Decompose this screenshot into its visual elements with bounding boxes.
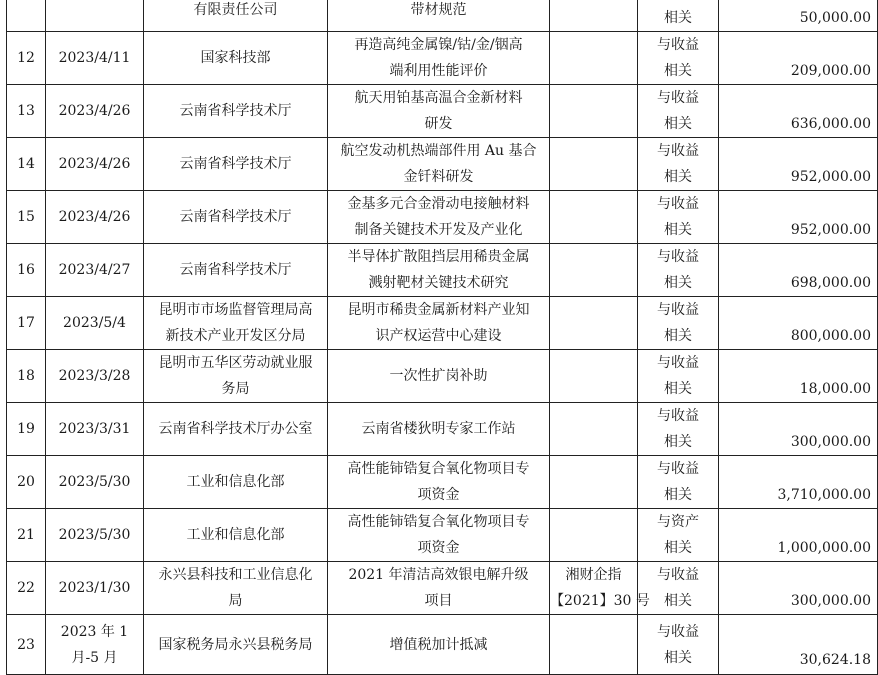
grantor-unit-line: 昆明市五华区劳动就业服 <box>158 355 313 371</box>
grantor-unit-line: 工业和信息化部 <box>186 527 285 543</box>
amount-value: 300,000.00 <box>790 434 871 450</box>
project-line: 项资金 <box>417 540 460 556</box>
relation-line: 与收益 <box>657 302 699 318</box>
relation-line: 与收益 <box>657 355 699 371</box>
grantor-unit-line: 云南省科学技术厅 <box>179 103 292 119</box>
grantor-unit-line: 新技术产业开发区分局 <box>165 328 306 344</box>
relation-cell <box>638 85 719 138</box>
amount-value: 952,000.00 <box>790 222 871 238</box>
grantor-unit-cell <box>144 350 328 403</box>
relation-line: 相关 <box>664 116 692 132</box>
document-number-line: 湘财企指 <box>565 567 622 583</box>
grantor-unit-cell <box>144 562 328 615</box>
date-cell: 2023/5/30 <box>46 456 144 509</box>
relation-cell <box>638 244 719 297</box>
amount-value: 636,000.00 <box>790 116 871 132</box>
table-row <box>7 32 878 85</box>
project-cell <box>328 0 550 32</box>
relation-line: 相关 <box>664 487 692 503</box>
grantor-unit-cell <box>144 244 328 297</box>
date-cell: 2023/3/28 <box>46 350 144 403</box>
document-number-cell <box>550 191 638 244</box>
relation-cell <box>638 509 719 562</box>
grantor-unit-line: 国家科技部 <box>200 50 271 66</box>
grantor-unit-cell <box>144 297 328 350</box>
amount-cell <box>719 32 878 85</box>
relation-line: 与收益 <box>657 249 699 265</box>
grantor-unit-cell <box>144 615 328 675</box>
project-cell <box>328 244 550 297</box>
relation-line: 与收益 <box>657 461 699 477</box>
document-number-cell <box>550 456 638 509</box>
relation-line: 相关 <box>664 649 692 666</box>
amount-cell <box>719 297 878 350</box>
grantor-unit-cell <box>144 191 328 244</box>
relation-cell <box>638 615 719 675</box>
grantor-unit-cell <box>144 138 328 191</box>
grantor-unit-line: 有限责任公司 <box>193 1 278 18</box>
project-line: 溅射靶材关键技术研究 <box>368 275 509 291</box>
relation-cell <box>638 138 719 191</box>
grantor-unit-line: 昆明市市场监督管理局高 <box>158 302 313 318</box>
amount-cell <box>719 456 878 509</box>
relation-line: 与收益 <box>657 143 699 159</box>
amount-cell <box>719 191 878 244</box>
project-cell <box>328 85 550 138</box>
relation-cell <box>638 32 719 85</box>
date-cell: 2023/4/26 <box>46 191 144 244</box>
table-row <box>7 509 878 562</box>
amount-value: 50,000.00 <box>799 10 871 26</box>
row-number-cell: 18 <box>7 350 46 403</box>
row-number-cell: 14 <box>7 138 46 191</box>
grantor-unit-line: 国家税务局永兴县税务局 <box>158 636 313 653</box>
document-number-cell <box>550 350 638 403</box>
amount-cell <box>719 0 878 32</box>
relation-line: 与收益 <box>657 408 699 424</box>
relation-cell <box>638 403 719 456</box>
date-cell: 2023/3/31 <box>46 403 144 456</box>
amount-cell <box>719 85 878 138</box>
amount-cell <box>719 509 878 562</box>
relation-line: 相关 <box>664 593 692 609</box>
date-cell: 2023/5/4 <box>46 297 144 350</box>
project-line: 研发 <box>424 116 453 132</box>
project-line: 2021 年清洁高效银电解升级 <box>348 567 529 583</box>
document-number-cell <box>550 562 650 615</box>
row-number-cell: 23 <box>7 615 46 675</box>
relation-line: 相关 <box>664 275 692 291</box>
project-line: 识产权运营中心建设 <box>375 328 502 344</box>
project-line: 带材规范 <box>410 1 467 18</box>
relation-line: 相关 <box>664 381 692 397</box>
date-cell <box>46 0 144 32</box>
project-line: 半导体扩散阻挡层用稀贵金属 <box>347 249 530 265</box>
amount-value: 209,000.00 <box>790 63 871 79</box>
row-number-cell: 12 <box>7 32 46 85</box>
project-line: 云南省楼狄明专家工作站 <box>361 421 516 437</box>
row-number-cell: 15 <box>7 191 46 244</box>
date-cell: 2023/4/11 <box>46 32 144 85</box>
relation-line: 相关 <box>664 169 692 185</box>
amount-cell <box>719 350 878 403</box>
project-cell <box>328 191 550 244</box>
relation-line: 相关 <box>664 63 692 79</box>
document-number-cell <box>550 615 638 675</box>
project-line: 高性能铈锆复合氧化物项目专 <box>347 514 530 530</box>
amount-value: 698,000.00 <box>790 275 871 291</box>
project-cell <box>328 138 550 191</box>
grantor-unit-line: 云南省科学技术厅 <box>179 209 292 225</box>
project-cell <box>328 32 550 85</box>
project-line: 项目 <box>424 593 453 609</box>
project-line: 金钎料研发 <box>403 169 474 185</box>
document-number-cell <box>550 0 638 32</box>
relation-line: 与收益 <box>657 623 699 640</box>
project-line: 航天用铂基高温合金新材料 <box>354 90 523 106</box>
relation-cell <box>638 191 719 244</box>
date-cell: 2023/4/26 <box>46 85 144 138</box>
row-number-cell: 19 <box>7 403 46 456</box>
grantor-unit-cell <box>144 0 328 32</box>
project-cell <box>328 562 550 615</box>
project-line: 再造高纯金属镍/钴/金/铟高 <box>354 37 523 53</box>
project-line: 金基多元合金滑动电接触材料 <box>347 196 530 212</box>
document-number-cell <box>550 403 638 456</box>
date-cell: 2023/4/26 <box>46 138 144 191</box>
row-number-cell: 22 <box>7 562 46 615</box>
project-cell <box>328 297 550 350</box>
table-row <box>7 244 878 297</box>
document-number-cell <box>550 85 638 138</box>
project-line: 航空发动机热端部件用 Au 基合 <box>340 143 537 159</box>
project-line: 端利用性能评价 <box>389 63 488 79</box>
relation-line: 与收益 <box>657 90 699 106</box>
project-cell <box>328 615 550 675</box>
date-cell: 2023/1/30 <box>46 562 144 615</box>
project-line: 昆明市稀贵金属新材料产业知 <box>347 302 530 318</box>
grantor-unit-cell <box>144 85 328 138</box>
amount-value: 800,000.00 <box>790 328 871 344</box>
row-number-cell: 21 <box>7 509 46 562</box>
project-cell <box>328 350 550 403</box>
row-number-cell <box>7 0 46 32</box>
project-cell <box>328 509 550 562</box>
relation-line: 与资产 <box>657 514 699 530</box>
amount-cell <box>719 562 878 615</box>
document-number-cell <box>550 509 638 562</box>
grantor-unit-line: 云南省科学技术厅 <box>179 156 292 172</box>
relation-line: 相关 <box>664 434 692 450</box>
relation-line: 与收益 <box>657 37 699 53</box>
project-line: 制备关键技术开发及产业化 <box>354 222 523 238</box>
amount-value: 1,000,000.00 <box>777 540 871 556</box>
amount-value: 18,000.00 <box>799 381 871 397</box>
grantor-unit-line: 云南省科学技术厅 <box>179 262 292 278</box>
row-number-cell: 20 <box>7 456 46 509</box>
amount-cell <box>719 403 878 456</box>
date-cell: 2023/4/27 <box>46 244 144 297</box>
relation-line: 相关 <box>664 222 692 238</box>
table-row <box>7 562 878 615</box>
project-cell <box>328 403 550 456</box>
grantor-unit-line: 务局 <box>221 381 250 397</box>
grant-table <box>6 0 878 675</box>
grantor-unit-line: 永兴县科技和工业信息化 <box>158 567 313 583</box>
table-row <box>7 0 878 32</box>
amount-cell <box>719 615 878 675</box>
amount-value: 300,000.00 <box>790 593 871 609</box>
relation-line: 与收益 <box>657 567 699 583</box>
grantor-unit-cell <box>144 403 328 456</box>
table-row <box>7 138 878 191</box>
project-line: 一次性扩岗补助 <box>389 368 488 384</box>
grantor-unit-line: 局 <box>228 593 243 609</box>
document-number-cell <box>550 138 638 191</box>
table-row <box>7 350 878 403</box>
grantor-unit-line: 工业和信息化部 <box>186 474 285 490</box>
project-line: 项资金 <box>417 487 460 503</box>
table-row <box>7 456 878 509</box>
date-cell: 2023 年 1 月-5 月 <box>46 615 144 675</box>
grantor-unit-line: 云南省科学技术厅办公室 <box>158 421 313 437</box>
relation-line: 相关 <box>664 328 692 344</box>
table-row <box>7 403 878 456</box>
grantor-unit-cell <box>144 32 328 85</box>
relation-cell <box>638 0 719 32</box>
relation-line: 与收益 <box>657 196 699 212</box>
table-row <box>7 191 878 244</box>
amount-cell <box>719 138 878 191</box>
document-number-line: 【2021】30 号 <box>550 593 650 609</box>
project-line: 高性能铈锆复合氧化物项目专 <box>347 461 530 477</box>
grantor-unit-cell <box>144 456 328 509</box>
row-number-cell: 17 <box>7 297 46 350</box>
date-cell: 2023/5/30 <box>46 509 144 562</box>
relation-cell <box>638 350 719 403</box>
table-row <box>7 297 878 350</box>
relation-line: 相关 <box>664 540 692 556</box>
row-number-cell: 13 <box>7 85 46 138</box>
project-cell <box>328 456 550 509</box>
relation-line: 相关 <box>664 10 692 26</box>
project-line: 增值税加计抵减 <box>389 636 488 653</box>
amount-value: 30,624.18 <box>799 651 871 668</box>
amount-value: 952,000.00 <box>790 169 871 185</box>
table-row <box>7 85 878 138</box>
relation-cell <box>638 456 719 509</box>
amount-value: 3,710,000.00 <box>777 487 871 503</box>
grantor-unit-cell <box>144 509 328 562</box>
document-number-cell <box>550 297 638 350</box>
document-number-cell <box>550 244 638 297</box>
document-number-cell <box>550 32 638 85</box>
row-number-cell: 16 <box>7 244 46 297</box>
table-row <box>7 615 878 675</box>
amount-cell <box>719 244 878 297</box>
relation-cell <box>638 297 719 350</box>
